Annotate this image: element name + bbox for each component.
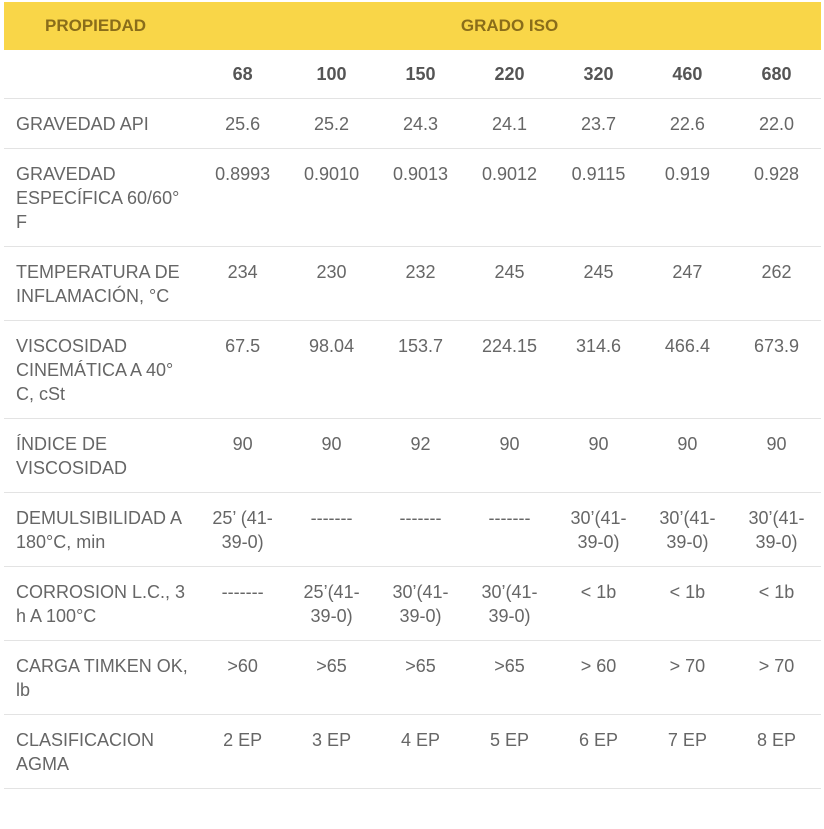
property-name-cell: GRAVEDAD ESPECÍFICA 60/60° F — [4, 149, 198, 247]
grades-row — [4, 50, 821, 99]
value-cell: 0.9012 — [465, 149, 554, 247]
value-cell: 92 — [376, 419, 465, 493]
value-cell: 23.7 — [554, 99, 643, 149]
value-cell: 673.9 — [732, 321, 821, 419]
value-cell: 67.5 — [198, 321, 287, 419]
value-cell: 30’(41-39-0) — [732, 493, 821, 567]
value-cell: >60 — [198, 641, 287, 715]
value-cell: 90 — [287, 419, 376, 493]
value-cell: 24.1 — [465, 99, 554, 149]
properties-table-container — [4, 2, 821, 789]
grade-cell: 680 — [732, 50, 821, 99]
table-row — [4, 493, 821, 567]
value-cell: > 60 — [554, 641, 643, 715]
table-row — [4, 641, 821, 715]
table-row — [4, 149, 821, 247]
value-cell: 0.9010 — [287, 149, 376, 247]
value-cell: 90 — [554, 419, 643, 493]
value-cell: 153.7 — [376, 321, 465, 419]
grades-row-blank-cell — [4, 50, 198, 99]
value-cell: 0.919 — [643, 149, 732, 247]
value-cell: 8 EP — [732, 715, 821, 789]
value-cell: 0.9115 — [554, 149, 643, 247]
table-header-row — [4, 2, 821, 50]
grade-cell: 320 — [554, 50, 643, 99]
value-cell: 22.0 — [732, 99, 821, 149]
value-cell: 25.6 — [198, 99, 287, 149]
value-cell: 90 — [643, 419, 732, 493]
table-row — [4, 715, 821, 789]
value-cell: < 1b — [554, 567, 643, 641]
property-name-cell: CORROSION L.C., 3 h A 100°C — [4, 567, 198, 641]
value-cell: 224.15 — [465, 321, 554, 419]
value-cell: 25’(41-39-0) — [287, 567, 376, 641]
value-cell: ------- — [465, 493, 554, 567]
property-column-header: PROPIEDAD — [4, 2, 198, 50]
grade-cell: 100 — [287, 50, 376, 99]
table-row — [4, 419, 821, 493]
value-cell: ------- — [198, 567, 287, 641]
table-row — [4, 567, 821, 641]
value-cell: > 70 — [643, 641, 732, 715]
value-cell: 30’(41-39-0) — [376, 567, 465, 641]
value-cell: 98.04 — [287, 321, 376, 419]
value-cell: 7 EP — [643, 715, 732, 789]
value-cell: 232 — [376, 247, 465, 321]
value-cell: 24.3 — [376, 99, 465, 149]
value-cell: 466.4 — [643, 321, 732, 419]
value-cell: ------- — [287, 493, 376, 567]
property-name-cell: GRAVEDAD API — [4, 99, 198, 149]
properties-table — [4, 2, 821, 789]
value-cell: 30’(41-39-0) — [465, 567, 554, 641]
value-cell: ------- — [376, 493, 465, 567]
value-cell: < 1b — [643, 567, 732, 641]
grade-cell: 68 — [198, 50, 287, 99]
value-cell: < 1b — [732, 567, 821, 641]
value-cell: 314.6 — [554, 321, 643, 419]
value-cell: 4 EP — [376, 715, 465, 789]
value-cell: 0.9013 — [376, 149, 465, 247]
value-cell: 3 EP — [287, 715, 376, 789]
table-row — [4, 321, 821, 419]
value-cell: > 70 — [732, 641, 821, 715]
value-cell: 6 EP — [554, 715, 643, 789]
property-name-cell: VISCOSIDAD CINEMÁTICA A 40° C, cSt — [4, 321, 198, 419]
table-row — [4, 99, 821, 149]
value-cell: 2 EP — [198, 715, 287, 789]
value-cell: 245 — [465, 247, 554, 321]
property-name-cell: CARGA TIMKEN OK, lb — [4, 641, 198, 715]
grade-cell: 460 — [643, 50, 732, 99]
value-cell: 30’(41-39-0) — [554, 493, 643, 567]
value-cell: 262 — [732, 247, 821, 321]
value-cell: >65 — [287, 641, 376, 715]
value-cell: 234 — [198, 247, 287, 321]
value-cell: 5 EP — [465, 715, 554, 789]
value-cell: 230 — [287, 247, 376, 321]
table-row — [4, 247, 821, 321]
value-cell: 22.6 — [643, 99, 732, 149]
value-cell: 30’(41-39-0) — [643, 493, 732, 567]
value-cell: 245 — [554, 247, 643, 321]
value-cell: >65 — [376, 641, 465, 715]
value-cell: 90 — [198, 419, 287, 493]
value-cell: 90 — [732, 419, 821, 493]
property-name-cell: CLASIFICACION AGMA — [4, 715, 198, 789]
value-cell: 247 — [643, 247, 732, 321]
value-cell: 25.2 — [287, 99, 376, 149]
grade-cell: 220 — [465, 50, 554, 99]
property-name-cell: DEMULSIBILIDAD A 180°C, min — [4, 493, 198, 567]
property-name-cell: ÍNDICE DE VISCOSIDAD — [4, 419, 198, 493]
value-cell: 0.8993 — [198, 149, 287, 247]
value-cell: 25’ (41-39-0) — [198, 493, 287, 567]
grade-cell: 150 — [376, 50, 465, 99]
grade-iso-header: GRADO ISO — [198, 2, 821, 50]
value-cell: 90 — [465, 419, 554, 493]
value-cell: >65 — [465, 641, 554, 715]
property-name-cell: TEMPERATURA DE INFLAMACIÓN, °C — [4, 247, 198, 321]
value-cell: 0.928 — [732, 149, 821, 247]
